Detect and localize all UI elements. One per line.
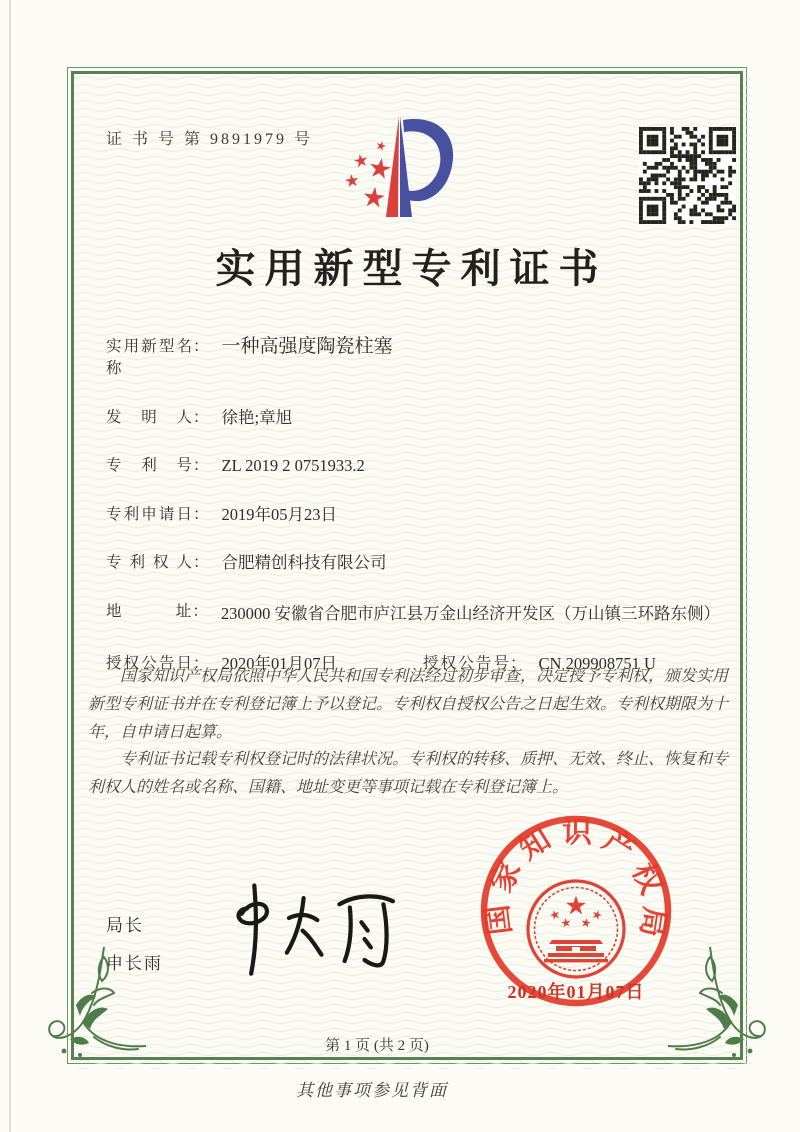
field-row-name <box>106 336 716 380</box>
commissioner-name: 申长雨 <box>106 954 163 973</box>
certificate-border-frame <box>67 67 747 1064</box>
grant-date-value: 2020年01月07日 <box>221 654 338 673</box>
signature-icon <box>206 876 416 981</box>
field-value: 合肥精创科技有限公司 <box>221 553 387 572</box>
cnipa-logo-icon <box>336 110 470 232</box>
field-colon: ： <box>193 338 209 355</box>
field-colon: ： <box>193 457 209 474</box>
field-value: 一种高强度陶瓷柱塞 <box>221 336 393 357</box>
field-label: 发明人 <box>106 408 192 426</box>
field-row-filing-date <box>106 504 716 526</box>
field-colon: ： <box>193 505 209 523</box>
field-value: 2019年05月23日 <box>221 504 338 524</box>
legal-paragraph-2: 专利证书记载专利权登记时的法律状况。专利权的转移、质押、无效、终止、恢复和专利权人的姓名或名称、国籍、地址变更等事项记载在专利登记簿上。 <box>88 751 729 797</box>
certificate-fields <box>106 336 720 675</box>
scan-edge-line <box>9 0 11 1132</box>
field-row-patentee <box>106 552 716 574</box>
field-label: 专利申请日 <box>106 505 192 523</box>
page-indicator: 第 1 页 (共 2 页) <box>325 1038 429 1054</box>
field-row-address <box>106 601 720 627</box>
field-label: 授权公告号 <box>423 655 510 672</box>
field-label: 地址 <box>106 602 192 620</box>
field-label: 授权公告日 <box>106 655 192 672</box>
back-side-note: 其他事项参见背面 <box>296 1081 448 1100</box>
field-label: 专利号 <box>106 457 192 474</box>
seal-ring-text: 国家知识产权局 <box>480 816 672 940</box>
field-colon: ： <box>192 602 208 620</box>
commissioner-title: 局长 <box>106 916 144 935</box>
field-colon: ： <box>510 655 526 672</box>
field-colon: ： <box>193 554 209 571</box>
legal-paragraph-1: 国家知识产权局依照中华人民共和国专利法经过初步审查，决定授予专利权，颁发实用新型专利证书并在专利登记簿上予以登记。专利权自授权公告之日起生效。专利权期限为十年，自申请日起算。 <box>88 668 729 741</box>
field-row-inventor <box>106 407 716 429</box>
seal-date: 2020年01月07日 <box>507 982 645 1002</box>
legal-text <box>88 663 728 802</box>
field-colon: ： <box>193 655 209 672</box>
svg-text:国家知识产权局 <box>481 816 671 939</box>
field-value: ZL 2019 2 0751933.2 <box>221 456 365 475</box>
floral-corner-ornament-left <box>34 947 146 1079</box>
floral-corner-ornament-right <box>668 947 780 1079</box>
field-row-patent-number <box>106 455 716 477</box>
certificate-title: 实用新型专利证书 <box>215 246 608 291</box>
field-label: 实用新型名称 <box>106 338 192 377</box>
grant-number-value: CN 209908751 U <box>538 654 656 673</box>
qr-code <box>639 127 736 224</box>
certificate-number: 证 书 号 第 9891979 号 <box>106 131 314 148</box>
field-label: 专利权人 <box>106 554 192 571</box>
field-value: 徐艳;章旭 <box>221 407 293 427</box>
national-emblem-icon <box>528 881 624 977</box>
field-value: 230000 安徽省合肥市庐江县万金山经济开发区（万山镇三环路东侧） <box>220 603 720 623</box>
field-colon: ： <box>193 408 209 426</box>
